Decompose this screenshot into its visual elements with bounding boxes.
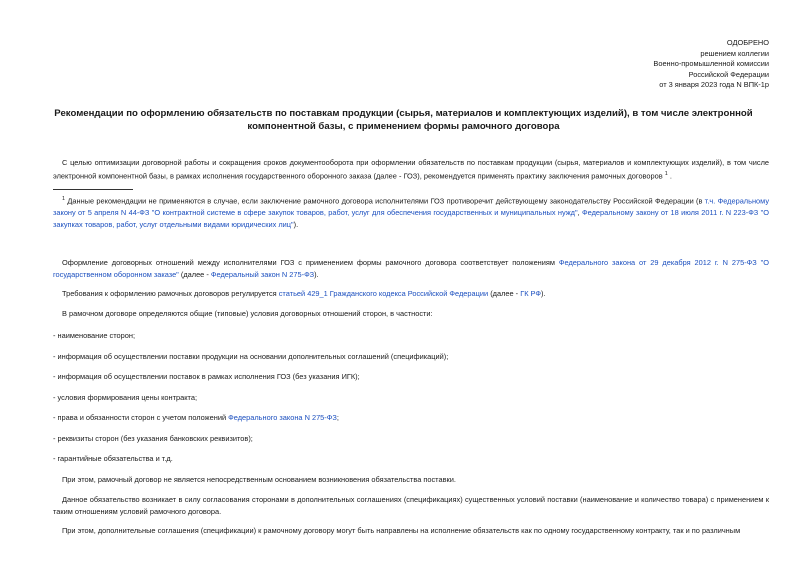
paragraph-requirements	[53, 288, 769, 300]
footnote-reference[interactable]: 1	[664, 170, 668, 177]
approval-line: решением коллегии	[700, 48, 769, 58]
intro-text: С целью оптимизации договорной работы и сокращения сроков документооборота при оформлении обязательств по поставкам продукции (сырья, материалов и комплектующих изделий), в том числе электронной компонентной базы, в рамках исполнения государственного оборонного заказа (далее - ГОЗ), рекомендуется применять практику заключения рамочных договоров	[53, 158, 769, 181]
list-item: - информация об осуществлении поставок в рамках исполнения ГОЗ (без указания ИГК);	[53, 372, 360, 381]
footnote-text: Данные рекомендации не применяются в случае, если заключение рамочного договора исполнителями ГОЗ противоречит действующему законодательству Российской Федерации (в	[67, 196, 703, 206]
paragraph-obligation: Данное обязательство возникает в силу согласования сторонами в дополнительных соглашениях (спецификациях) существенных условий поставки (наименование и количество товара) с применением к таким отношениям условий рамочного договора.	[53, 495, 769, 516]
footnote-mark: 1	[62, 196, 66, 202]
link-gk-article[interactable]: статьей 429_1 Гражданского кодекса Российской Федерации	[278, 289, 489, 298]
list-item: - реквизиты сторон (без указания банковских реквизитов);	[53, 434, 253, 443]
paragraph-text: Оформление договорных отношений между исполнителями ГОЗ с применением формы рамочного договора соответствует положениям	[62, 258, 555, 267]
intro-paragraph	[53, 157, 769, 182]
paragraph-framework-contract	[53, 257, 769, 280]
list-item	[53, 412, 339, 423]
list-item: - условия формирования цены контракта;	[53, 393, 197, 402]
list-item-text: ;	[336, 413, 339, 422]
approval-line: от 3 января 2023 года N ВПК-1р	[659, 80, 769, 90]
paragraph-specifications: При этом, дополнительные соглашения (спецификации) к рамочному договору могут быть направлены на исполнение обязательств как по одному государственному контракту, так и по различным	[62, 526, 741, 535]
paragraph-text: ).	[314, 269, 319, 279]
link-gk-rf[interactable]: ГК РФ	[520, 289, 542, 298]
paragraph-conditions: В рамочном договоре определяются общие (типовые) условия договорных отношений сторон, в частности:	[62, 309, 433, 318]
approval-line: ОДОБРЕНО	[726, 38, 769, 47]
footnote-text: ,	[577, 208, 580, 218]
paragraph-text: (далее -	[490, 289, 519, 298]
footnote-link-223fz[interactable]: Федеральному закону от 18 июля 2011 г. N 223-ФЗ "О закупках товаров, работ, услуг отдельными видами юридических лиц"	[53, 208, 769, 229]
paragraph-text: (далее -	[180, 269, 209, 279]
intro-end: .	[669, 171, 672, 181]
approval-line: Военно-промышленной комиссии	[653, 59, 769, 69]
list-item: - гарантийные обязательства и т.д.	[53, 454, 173, 463]
approval-line: Российской Федерации	[688, 69, 769, 79]
approval-stamp	[609, 38, 769, 91]
list-item-text: - права и обязанности сторон с учетом положений	[53, 413, 227, 422]
footnote-divider	[53, 189, 133, 190]
link-275fz[interactable]: Федерального закона от 29 декабря 2012 г. N 275-ФЗ "О государственном оборонном заказе"	[53, 258, 770, 279]
paragraph-text: Требования к оформлению рамочных договоров регулируется	[62, 289, 277, 298]
list-item: - информация об осуществлении поставки продукции на основании дополнительных соглашений (спецификаций);	[53, 352, 449, 361]
paragraph-text: ).	[541, 289, 546, 298]
paragraph-not-basis: При этом, рамочный договор не является непосредственным основанием возникновения обязательства поставки.	[62, 475, 456, 484]
list-item: - наименование сторон;	[53, 331, 136, 340]
document-title: Рекомендации по оформлению обязательств по поставкам продукции (сырья, материалов и комплектующих изделий), в том числе электронной компонентной базы, с применением формы рамочного договора	[54, 108, 753, 132]
footnote-text: ).	[293, 219, 299, 229]
link-275fz-short[interactable]: Федеральный закон N 275-ФЗ	[210, 269, 315, 279]
footnote	[53, 194, 769, 230]
link-275fz-list[interactable]: Федерального закона N 275-ФЗ	[228, 413, 337, 422]
footnote-link-44fz[interactable]: т.ч. Федеральному закону от 5 апреля N 44-ФЗ "О контрактной системе в сфере закупок товаров, работ, услуг для обеспечения государственных и муниципальных нужд"	[53, 196, 770, 218]
